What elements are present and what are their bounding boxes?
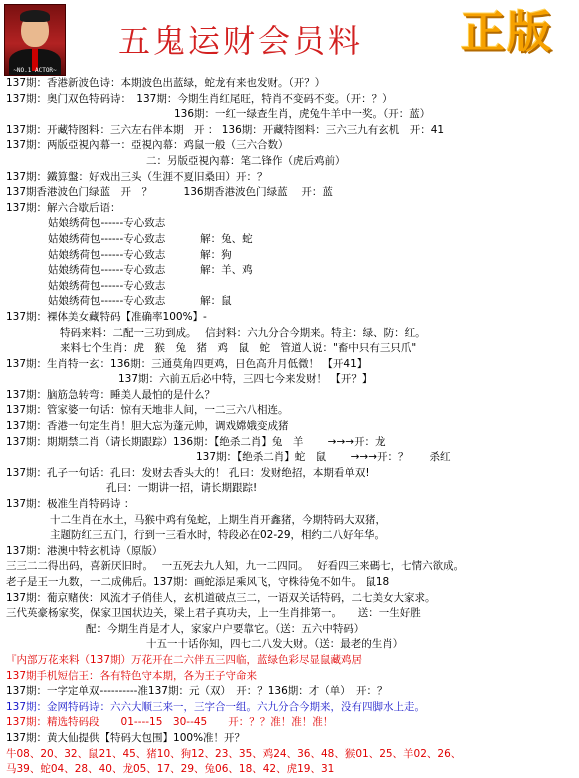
header [0,0,579,76]
text-line: 137期：香港一句定生肖！胆大忘为蓬元帅，调戏嫦娥变成猪 [6,420,289,433]
page-title: 五鬼运财会员料 [118,22,364,60]
text-line-red: 137期：精选特码段 01----15 30--45 开：？？准！准！准！ [6,716,334,729]
text-line: 姑娘绣荷包------专心致志 [48,217,166,230]
text-line: 三代英豪杨家奖，保家卫国状边关，梁上君子真功夫，上一生肖排第一。 送：一生好胜 [6,607,421,620]
portrait-photo [4,4,66,76]
text-line: 137期：脑筋急转弯：睡美人最怕的是什么？ [6,388,216,401]
content [6,76,576,778]
text-line: 十二生肖在水土，马猴中鸡有兔蛇，上期生肖开鑫猪，今期特码大双猪， [50,513,386,526]
text-line: 137期：葡京赌侠：风流才子俏佳人，玄机道破点三二，一语双关话特码，二七美女大家求。 [6,591,436,604]
text-line: 137期：黄大仙提供【特码大包围】100%准！开？ [6,731,246,744]
text-line: 十五一十话你知，四七二八发大财。（送：最老的生肖） [146,638,404,651]
text-line: 137期：开藏特图料：三六左右伴本期 开 ： 136期：开藏特图料：三六三九有玄机 开：41 [6,123,445,136]
text-line: 137期：港澳中特玄机诗（原版） [6,544,163,557]
text-line: 137期：奥门双色特码诗： 137期：今期生肖红尾旺，特肖不变码不变。（开：？） [6,92,393,105]
text-line: 137期：一字定单双----------准137期：元（双） 开：？136期：才（单） 开：？ [6,685,388,698]
text-line: 特码来料：二配一三功到成。 信封料：六九分合今期来。特主：绿、防：红。 [60,326,426,339]
text-line: 137期：香港新波色诗：本期波色出蓝绿，蛇龙有来也发财。（开？） [6,77,326,89]
text-line: 老子是王一九数，一二成佛后。137期：画蛇添足乘风飞，守株待兔不如牛。 鼠18 [6,576,390,588]
portrait-hair [20,10,50,22]
text-line-red: 『内部万花来料（137期）万花开在二六伴五三四临，蓝绿色彩尽显鼠藏鸡居 [6,653,363,666]
text-line: 主题防红三五门，行到一三看水时，特段必在02-29，相约二八好年华。 [50,529,386,542]
text-line: 137期香港波色门绿蓝 开 ？ 136期香港波色门绿蓝 开：蓝 [6,186,333,199]
text-line: 137期：极准生肖特码诗 ： [6,498,135,511]
text-line: 137期：管家婆一句话：惊有天地非人间，一二三六八相连。 [6,404,289,417]
text-line: 配：今期生肖是才人，家家户户要靠它。（送：五六中特码） [86,622,365,635]
text-line: 137期：生肖特一玄：136期：三通莫角四更鸡，日色高升月低微！ 【开41】 [6,357,368,370]
text-line-blue: 137期：金网特码诗：六六大顺三来一，三字合一组。六九分合今期来，没有四脚水上走。 [6,700,426,713]
text-line-red: 马39、蛇04、28、40、龙05、17、29、兔06、18、42、虎19、31 [6,763,335,776]
text-line: 137期：裸体美女藏特码【准确率100%】- [6,310,207,323]
text-line: 137期：两版亞視內幕一：亞視內幕：鸡鼠一般（三六合数） [6,139,289,152]
text-line: 137期：鐵算盤：好戏出三头（生涯不夏旧桑田）开：？ [6,170,268,183]
text-line: 姑娘绣荷包------专心致志 解：鼠 [48,295,232,308]
text-line: 137期：期期禁二肖（请长期跟踪）136期：【绝杀二肖】兔 羊 →→→开：龙 [6,435,386,448]
text-line: 来料七个生肖：虎 猴 兔 猪 鸡 鼠 蛇 管道人说："畜中只有三只爪" [60,342,417,355]
text-line: 姑娘绣荷包------专心致志 解：狗 [48,248,232,261]
text-line: 姑娘绣荷包------专心致志 [48,279,166,292]
text-line: 137期：孔子一句话：孔曰：发财去香头大的！ 孔曰：发财绝招，本期看单双! [6,466,370,479]
genuine-stamp: 正版 [461,7,553,58]
text-line: 136期：一红一绿查生肖，虎兔牛羊中一奖。（开：蓝） [174,108,431,121]
photo-caption: ~NO.1 ACTOR~ [13,67,57,74]
text-line-red: 137期手机短信王：各有特色守本期，各为王子守命来 [6,669,258,682]
text-line: 姑娘绣荷包------专心致志 解：兔、蛇 [48,232,253,245]
text-line: 137期：【绝杀二肖】蛇 鼠 →→→开：？ 杀红 [196,451,451,464]
text-line: 三三二二得出码，喜新厌旧时。 一五死去九人知，九一二四同。 好看四三来碼七，七情六欲成。 [6,560,465,573]
text-line: 137期：解六合歇后语： [6,201,121,214]
text-line: 姑娘绣荷包------专心致志 解：羊、鸡 [48,264,253,277]
text-line: 二：另版亞視內幕：笔二锋作（虎后鸡前） [146,154,346,167]
text-line-red: 牛08、20、32、鼠21、45、猪10、狗12、23、35、鸡24、36、48、猴01、25、羊02、26、 [6,747,462,760]
text-line: 孔曰：一期讲一招，请长期跟踪! [106,482,258,495]
text-line: 137期：六前五后必中特，三四七今来发财！ 【开？】 [118,373,373,386]
